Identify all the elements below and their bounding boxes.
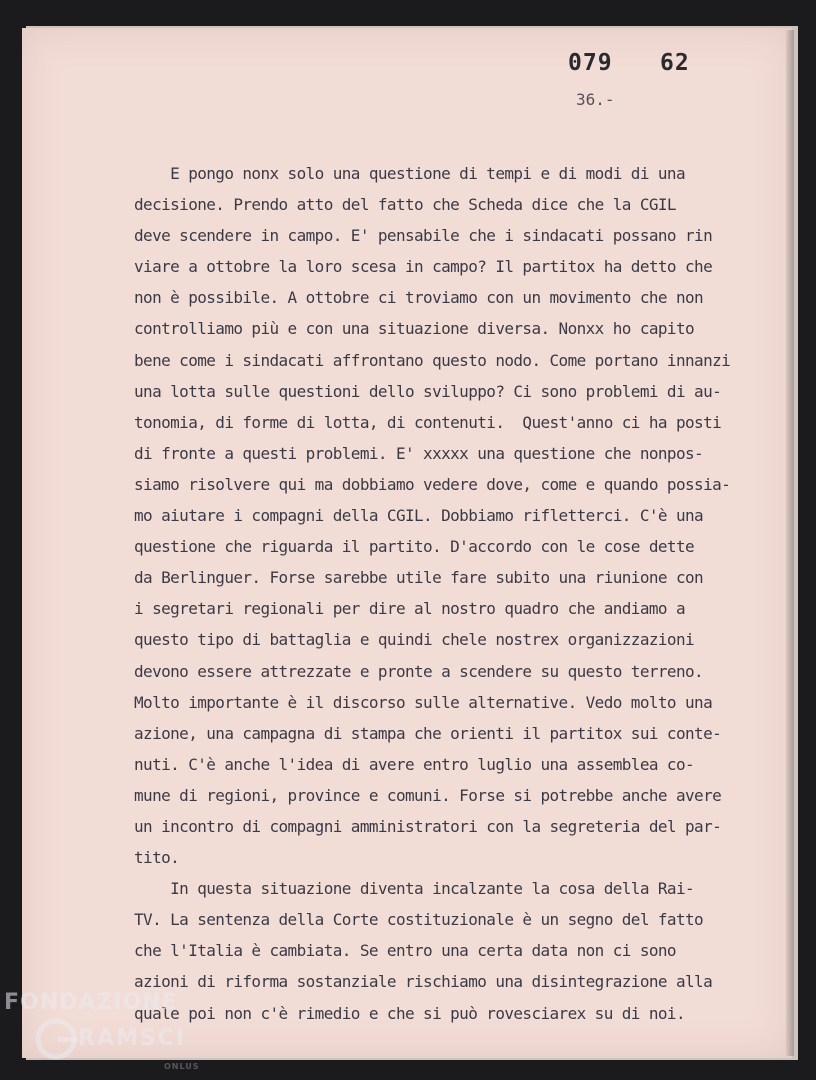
text-line: mo aiutare i compagni della CGIL. Dobbiamo rifletterci. C'è una	[134, 506, 704, 526]
text-line: i segretari regionali per dire al nostro quadro che andiamo a	[134, 599, 686, 619]
text-line: In questa situazione diventa incalzante la cosa della Rai-	[134, 879, 695, 899]
text-line: azioni di riforma sostanziale rischiamo una disintegrazione alla	[134, 972, 713, 992]
text-line: mune di regioni, province e comuni. Forse si potrebbe anche avere	[134, 785, 722, 805]
text-line: questo tipo di battaglia e quindi chele nostrex organizzazioni	[134, 630, 695, 650]
text-line: azione, una campagna di stampa che orienti il partitox sui conte-	[134, 723, 722, 743]
watermark-line2-row	[36, 1017, 200, 1061]
text-line: decisione. Prendo atto del fatto che Scheda dice che la CGIL	[134, 195, 676, 215]
text-line: tito.	[134, 848, 180, 868]
watermark-sub: ONLUS	[164, 1062, 200, 1071]
text-line: viare a ottobre la loro scesa in campo? Il partitox ha detto che	[134, 257, 713, 277]
watermark-line2: RAMSCI	[78, 1026, 187, 1051]
archive-number-b: 62	[660, 50, 690, 76]
text-line: Molto importante è il discorso sulle alternative. Vedo molto una	[134, 692, 713, 712]
page-number: 36.-	[576, 90, 615, 109]
fondazione-gramsci-watermark	[4, 992, 200, 1071]
text-line: bene come i sindacati affrontano questo nodo. Come portano innanzi	[134, 350, 731, 370]
text-line: che l'Italia è cambiata. Se entro una certa data non ci sono	[134, 941, 676, 961]
watermark-line1: FONDAZIONE	[4, 990, 178, 1015]
archive-number-a: 079	[568, 50, 613, 76]
text-line: devono essere attrezzate e pronte a scendere su questo terreno.	[134, 661, 704, 681]
text-line: una lotta sulle questioni dello sviluppo? Ci sono problemi di au-	[134, 381, 722, 401]
text-line: questione che riguarda il partito. D'accordo con le cose dette	[134, 537, 695, 557]
page-edge	[786, 30, 794, 1056]
text-line: quale poi non c'è rimedio e che si può rovesciarex su di noi.	[134, 1003, 686, 1023]
text-line: siamo risolvere qui ma dobbiamo vedere dove, come e quando possia-	[134, 474, 731, 494]
text-line: deve scendere in campo. E' pensabile che i sindacati possano rin	[134, 226, 713, 246]
text-line: TV. La sentenza della Corte costituzionale è un segno del fatto	[134, 910, 704, 930]
text-line: E pongo nonx solo una questione di tempi e di modi di una	[134, 164, 686, 183]
text-line: controlliamo più e con una situazione diversa. Nonxx ho capito	[134, 319, 695, 339]
text-line: nuti. C'è anche l'idea di avere entro luglio una assemblea co-	[134, 754, 695, 774]
text-line: non è possibile. A ottobre ci troviamo con un movimento che non	[134, 288, 704, 308]
text-line: da Berlinguer. Forse sarebbe utile fare subito una riunione con	[134, 568, 704, 588]
text-line: un incontro di compagni amministratori con la segreteria del par-	[134, 816, 722, 836]
g-logo-icon	[34, 1017, 78, 1061]
typed-text-body	[134, 158, 774, 1029]
text-line: tonomia, di forme di lotta, di contenuti. Quest'anno ci ha posti	[134, 412, 722, 432]
text-line: di fronte a questi problemi. E' xxxxx una questione che nonpos-	[134, 443, 704, 463]
